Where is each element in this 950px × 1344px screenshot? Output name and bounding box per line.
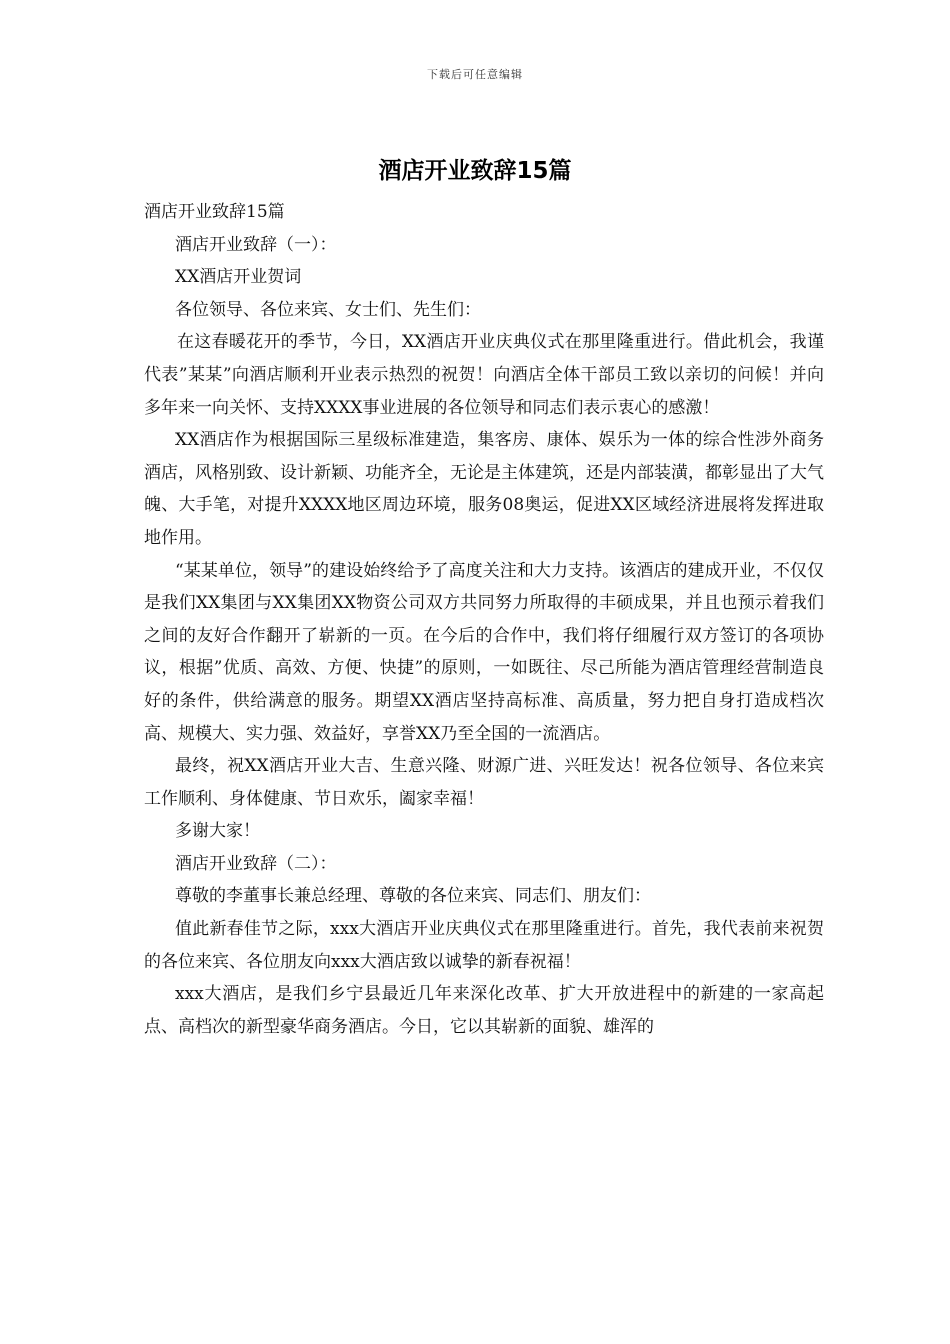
paragraph: 尊敬的李董事长兼总经理、尊敬的各位来宾、同志们、朋友们：: [175, 886, 651, 907]
paragraph: 酒店开业致辞15篇: [144, 202, 285, 222]
paragraph: XX酒店作为根据国际三星级标准建造，集客房、康体、娱乐为一体的综合性涉外商务酒店，风格别致、设计新颖、功能齐全，无论是主体建筑，还是内部装潢，都彰显出了大气魄、大手笔，对提升XXXX地区周边环境，服务08奥运，促进XX区域经济进展将发挥进取地作用。: [144, 430, 824, 548]
paragraph: 酒店开业致辞（一）：: [175, 234, 337, 255]
paragraph: 最终，祝XX酒店开业大吉、生意兴隆、财源广进、兴旺发达！祝各位领导、各位来宾工作顺利、身体健康、节日欢乐，阖家幸福！: [144, 756, 824, 809]
paragraph: xxx大酒店，是我们乡宁县最近几年来深化改革、扩大开放进程中的新建的一家高起点、高档次的新型豪华商务酒店。今日，它以其崭新的面貌、雄浑的: [144, 984, 824, 1037]
paragraph: 值此新春佳节之际，xxx大酒店开业庆典仪式在那里隆重进行。首先，我代表前来祝贺的各位来宾、各位朋友向xxx大酒店致以诚挚的新春祝福！: [144, 919, 824, 972]
paragraph: 酒店开业致辞（二）：: [175, 853, 337, 874]
paragraph: “某某单位，领导”的建设始终给予了高度关注和大力支持。该酒店的建成开业，不仅仅是我们XX集团与XX集团XX物资公司双方共同努力所取得的丰硕成果，并且也预示着我们之间的友好合作翻开了崭新的一页。在今后的合作中，我们将仔细履行双方签订的各项协议，根据”优质、高效、方便、快捷”的原则，一如既往、尽己所能为酒店管理经营制造良好的条件，供给满意的服务。期望XX酒店坚持高标准、高质量，努力把自身打造成档次高、规模大、实力强、效益好，享誉XX乃至全国的一流酒店。: [144, 560, 824, 744]
document-title: 酒店开业致辞15篇: [378, 158, 572, 184]
page-header-note: 下载后可任意编辑: [427, 68, 523, 81]
paragraph: 多谢大家！: [175, 821, 260, 842]
paragraph: 在这春暖花开的季节，今日，XX酒店开业庆典仪式在那里隆重进行。借此机会，我谨代表”某某”向酒店顺利开业表示热烈的祝贺！向酒店全体干部员工致以亲切的问候！并向多年来一向关怀、支持XXXX事业进展的各位领导和同志们表示衷心的感激！: [144, 332, 824, 418]
paragraph: 各位领导、各位来宾、女士们、先生们：: [175, 299, 481, 320]
document-body: [144, 196, 824, 1043]
paragraph: XX酒店开业贺词: [175, 267, 302, 288]
